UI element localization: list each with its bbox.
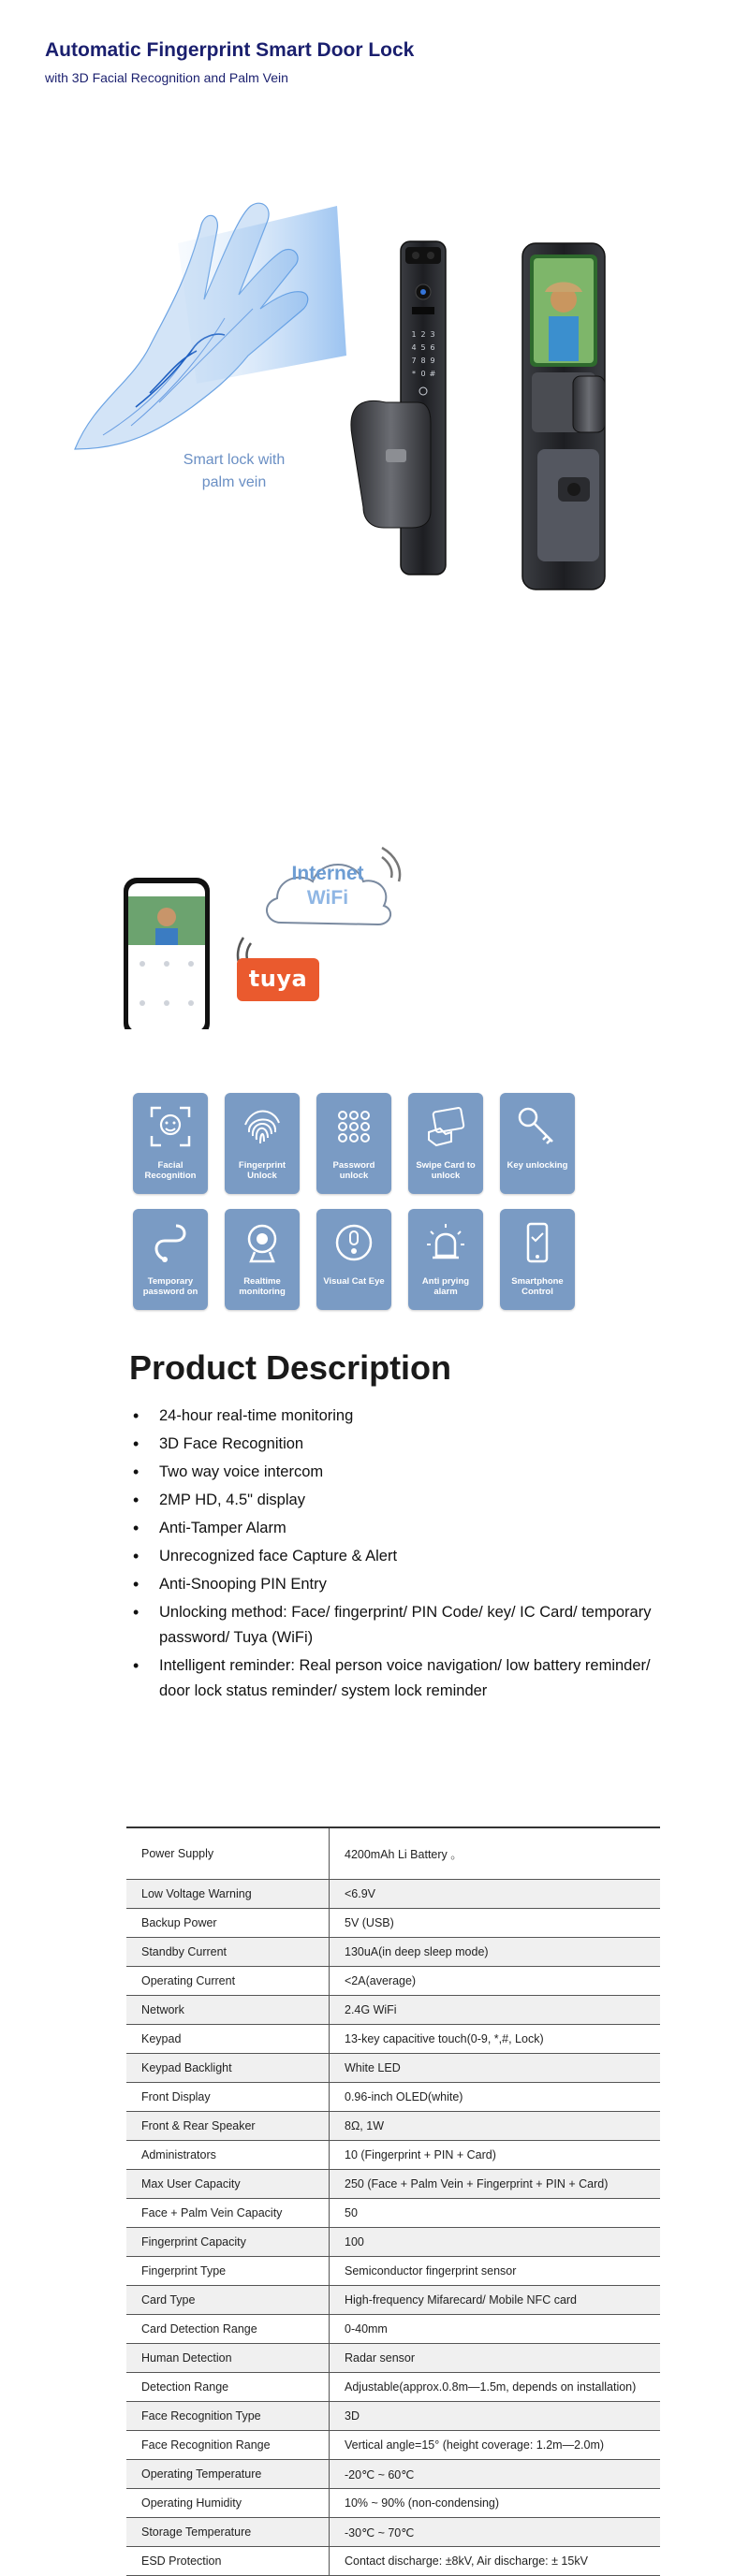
feature-label: Realtime monitoring	[239, 1276, 286, 1297]
spec-value: 10% ~ 90% (non-condensing)	[330, 2489, 661, 2518]
page-title: Automatic Fingerprint Smart Door Lock	[45, 39, 415, 61]
table-row	[126, 2518, 660, 2547]
tuya-logo: tuya	[237, 958, 319, 1001]
spec-value: 10 (Fingerprint + PIN + Card)	[330, 2141, 661, 2170]
svg-text:4: 4	[411, 343, 417, 352]
feature-label: Password unlock	[332, 1160, 375, 1181]
spec-value: Adjustable(approx.0.8m—1.5m, depends on installation)	[330, 2373, 661, 2402]
palm-hand-graphic	[75, 203, 346, 449]
svg-text:#: #	[429, 370, 436, 378]
feature-label: Visual Cat Eye	[323, 1276, 385, 1287]
spec-value: Semiconductor fingerprint sensor	[330, 2257, 661, 2286]
feature-visual-cat-eye	[316, 1209, 391, 1310]
spec-value: <2A(average)	[330, 1967, 661, 1996]
hero-image	[37, 168, 712, 749]
feature-swipe-card	[408, 1093, 483, 1194]
cloud-text-internet: Internet	[291, 863, 364, 884]
lock-front-view	[351, 241, 446, 575]
description-title: Product Description	[129, 1348, 452, 1387]
description-item: • Unlocking method: Face/ fingerprint/ PIN Code/ key/ IC Card/ temporary password/ Tuya (WiFi)	[131, 1600, 655, 1651]
description-item: • 24-hour real-time monitoring	[131, 1404, 655, 1429]
feature-label: Anti prying alarm	[421, 1276, 470, 1297]
spec-value: 8Ω, 1W	[330, 2112, 661, 2141]
spec-label: Low Voltage Warning	[126, 1880, 330, 1909]
feature-label: Temporary password on	[142, 1276, 198, 1297]
peephole-icon	[331, 1220, 376, 1265]
table-row	[126, 2431, 660, 2460]
feature-label: Swipe Card to unlock	[416, 1160, 476, 1181]
table-row	[126, 2373, 660, 2402]
connectivity-graphic	[94, 823, 655, 1029]
table-row	[126, 1938, 660, 1967]
palm-caption-line-2: palm vein	[201, 474, 267, 490]
page-subtitle: with 3D Facial Recognition and Palm Vein	[45, 70, 288, 85]
feature-key-unlocking	[500, 1093, 575, 1194]
spec-value: 250 (Face + Palm Vein + Fingerprint + PIN + Card)	[330, 2170, 661, 2199]
spec-value: White LED	[330, 2054, 661, 2083]
face-scan-icon	[148, 1104, 193, 1149]
key-icon	[515, 1104, 560, 1149]
table-row	[126, 1827, 660, 1880]
palm-caption-line-1: Smart lock with	[183, 452, 286, 468]
feature-smartphone-control	[500, 1209, 575, 1310]
svg-text:2: 2	[420, 330, 426, 339]
spec-value: 13-key capacitive touch(0-9, *,#, Lock)	[330, 2025, 661, 2054]
spec-label: Administrators	[126, 2141, 330, 2170]
svg-text:3: 3	[430, 330, 435, 339]
spec-label: Network	[126, 1996, 330, 2025]
spec-label: Face Recognition Range	[126, 2431, 330, 2460]
cloud-text-wifi: WiFi	[306, 887, 349, 909]
table-row	[126, 2286, 660, 2315]
svg-text:8: 8	[420, 357, 426, 365]
fingerprint-icon	[240, 1104, 285, 1149]
spec-value: High-frequency Mifarecard/ Mobile NFC card	[330, 2286, 661, 2315]
table-row	[126, 2344, 660, 2373]
feature-label: Smartphone Control	[511, 1276, 564, 1297]
spec-label: Keypad Backlight	[126, 2054, 330, 2083]
table-row	[126, 2315, 660, 2344]
temporary-password-icon	[148, 1220, 193, 1265]
spec-label: Standby Current	[126, 1938, 330, 1967]
spec-label: Operating Temperature	[126, 2460, 330, 2489]
spec-value: 0-40mm	[330, 2315, 661, 2344]
table-row	[126, 2547, 660, 2576]
spec-label: ESD Protection	[126, 2547, 330, 2576]
table-row	[126, 2257, 660, 2286]
spec-label: Front & Rear Speaker	[126, 2112, 330, 2141]
spec-label: Operating Current	[126, 1967, 330, 1996]
spec-value: 5V (USB)	[330, 1909, 661, 1938]
table-row	[126, 1880, 660, 1909]
svg-text:6: 6	[430, 343, 435, 352]
smartphone-graphic	[124, 878, 210, 1029]
svg-text:7: 7	[411, 357, 417, 365]
feature-password-unlock	[316, 1093, 391, 1194]
spec-value: 50	[330, 2199, 661, 2228]
table-row	[126, 1967, 660, 1996]
spec-label: Front Display	[126, 2083, 330, 2112]
spec-value: -30℃ ~ 70℃	[330, 2518, 661, 2547]
spec-value: 0.96-inch OLED(white)	[330, 2083, 661, 2112]
spec-value: 130uA(in deep sleep mode)	[330, 1938, 661, 1967]
feature-label: Fingerprint Unlock	[238, 1160, 286, 1181]
feature-label: Facial Recognition	[144, 1160, 197, 1181]
table-row	[126, 2170, 660, 2199]
table-row	[126, 2025, 660, 2054]
description-item: • 2MP HD, 4.5" display	[131, 1488, 655, 1513]
spec-label: Fingerprint Capacity	[126, 2228, 330, 2257]
spec-label: Card Type	[126, 2286, 330, 2315]
description-item: • Two way voice intercom	[131, 1460, 655, 1485]
spec-label: Storage Temperature	[126, 2518, 330, 2547]
table-row	[126, 2228, 660, 2257]
svg-text:1: 1	[411, 330, 417, 339]
spec-label: Fingerprint Type	[126, 2257, 330, 2286]
spec-value: -20℃ ~ 60℃	[330, 2460, 661, 2489]
feature-anti-prying-alarm	[408, 1209, 483, 1310]
spec-label: Human Detection	[126, 2344, 330, 2373]
feature-label: Key unlocking	[507, 1160, 568, 1171]
connectivity-section	[94, 823, 655, 1029]
spec-value: 3D	[330, 2402, 661, 2431]
feature-realtime-monitoring	[225, 1209, 300, 1310]
palm-caption	[150, 449, 318, 494]
spec-label: Detection Range	[126, 2373, 330, 2402]
spec-label: Max User Capacity	[126, 2170, 330, 2199]
spec-label: Operating Humidity	[126, 2489, 330, 2518]
keypad-icon	[331, 1104, 376, 1149]
table-row	[126, 2112, 660, 2141]
description-item: • Anti-Tamper Alarm	[131, 1516, 655, 1541]
camera-icon	[240, 1220, 285, 1265]
spec-value: Contact discharge: ±8kV, Air discharge: ± 15kV	[330, 2547, 661, 2576]
table-row	[126, 2054, 660, 2083]
lock-rear-view	[522, 243, 605, 589]
description-item: • Intelligent reminder: Real person voice navigation/ low battery reminder/ door lock status reminder/ system lock reminder	[131, 1653, 655, 1704]
feature-facial-recognition	[133, 1093, 208, 1194]
card-icon	[423, 1104, 468, 1149]
spec-label: Backup Power	[126, 1909, 330, 1938]
description-item: • 3D Face Recognition	[131, 1432, 655, 1457]
spec-value: Vertical angle=15° (height coverage: 1.2m—2.0m)	[330, 2431, 661, 2460]
table-row	[126, 2460, 660, 2489]
table-row	[126, 2402, 660, 2431]
table-row	[126, 1909, 660, 1938]
alarm-icon	[423, 1220, 468, 1265]
spec-label: Face + Palm Vein Capacity	[126, 2199, 330, 2228]
feature-temporary-password	[133, 1209, 208, 1310]
spec-label: Power Supply	[126, 1827, 330, 1880]
svg-text:5: 5	[420, 343, 426, 352]
table-row	[126, 2489, 660, 2518]
hero-illustration	[37, 168, 712, 749]
table-row	[126, 2141, 660, 2170]
feature-fingerprint-unlock	[225, 1093, 300, 1194]
spec-value: <6.9V	[330, 1880, 661, 1909]
svg-text:*: *	[412, 370, 416, 378]
description-list	[131, 1404, 655, 1707]
spec-label: Keypad	[126, 2025, 330, 2054]
svg-text:0: 0	[420, 370, 426, 378]
spec-label: Face Recognition Type	[126, 2402, 330, 2431]
table-row	[126, 1996, 660, 2025]
smartphone-icon	[515, 1220, 560, 1265]
spec-value: 2.4G WiFi	[330, 1996, 661, 2025]
specifications-table	[126, 1826, 660, 2576]
description-item: • Anti-Snooping PIN Entry	[131, 1572, 655, 1597]
spec-value: 4200mAh Li Battery 。	[330, 1827, 661, 1880]
spec-value: 100	[330, 2228, 661, 2257]
table-row	[126, 2199, 660, 2228]
description-item: • Unrecognized face Capture & Alert	[131, 1544, 655, 1569]
spec-label: Card Detection Range	[126, 2315, 330, 2344]
spec-value: Radar sensor	[330, 2344, 661, 2373]
table-row	[126, 2083, 660, 2112]
svg-text:9: 9	[430, 357, 435, 365]
